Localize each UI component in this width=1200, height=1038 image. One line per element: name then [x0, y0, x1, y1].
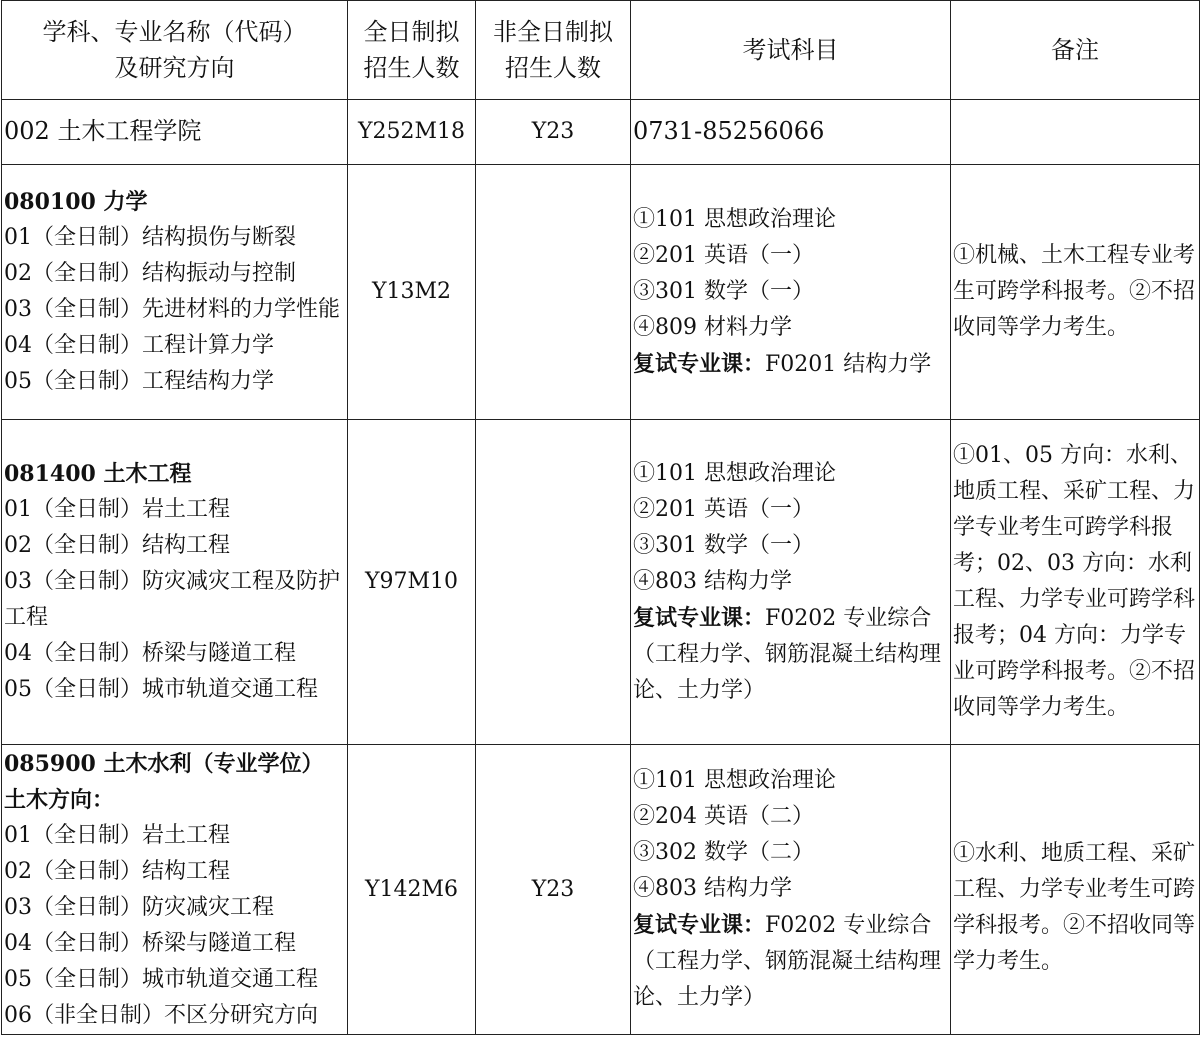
- retest-label: 复试专业课：: [633, 350, 766, 377]
- direction-item: 01（全日制）岩土工程: [4, 822, 230, 848]
- school-name: 002 土木工程学院: [4, 117, 202, 145]
- program-subtitle: 土木方向：: [4, 786, 115, 813]
- header-exam-label: 考试科目: [742, 36, 839, 64]
- exam-subject: ②201 英语（一）: [633, 496, 814, 522]
- header-remarks-label: 备注: [1051, 36, 1099, 64]
- program-fulltime-cell: [348, 165, 476, 420]
- program-title: 080100 力学: [4, 189, 148, 215]
- header-fulltime: [348, 1, 476, 100]
- direction-item: 04（全日制）工程计算力学: [4, 333, 274, 358]
- exam-subject: ③302 数学（二）: [633, 840, 814, 865]
- header-parttime: [476, 1, 631, 100]
- program-row: [2, 745, 1200, 1035]
- header-fulltime-line: 全日制拟: [363, 18, 460, 46]
- direction-item: 05（全日制）城市轨道交通工程: [4, 966, 318, 992]
- school-phone: 0731-85256066: [633, 117, 825, 145]
- header-subject-line: 及研究方向: [114, 54, 235, 82]
- program-remarks-cell: [951, 165, 1200, 420]
- program-remarks: ①01、05 方向：水利、地质工程、采矿工程、力学专业考生可跨学科报考；02、03 方向：水利工程、力学专业可跨学科报考；04 方向：力学专业可跨学科报考。②不招收同等学力考生。: [953, 443, 1196, 720]
- school-phone-cell: [631, 100, 951, 165]
- school-remarks-cell: [951, 100, 1200, 165]
- direction-item: 05（全日制）工程结构力学: [4, 369, 274, 394]
- program-exam-cell: [631, 745, 951, 1035]
- header-remarks: [951, 1, 1200, 100]
- header-parttime-line: 招生人数: [505, 54, 601, 82]
- direction-item: 06（非全日制）不区分研究方向: [4, 1002, 318, 1028]
- retest-value: F0202 专业综合（工程力学、钢筋混凝土结构理论、土力学）: [633, 913, 942, 1010]
- exam-subject: ④803 结构力学: [633, 876, 792, 901]
- retest-course: [633, 346, 948, 383]
- program-subject-cell: [2, 420, 348, 745]
- header-exam: [631, 1, 951, 100]
- direction-item: 01（全日制）岩土工程: [4, 497, 230, 522]
- exam-subject: ①101 思想政治理论: [633, 768, 836, 793]
- direction-item: 03（全日制）防灾减灾工程: [4, 894, 274, 920]
- program-title: 081400 土木工程: [4, 461, 192, 487]
- direction-item: 04（全日制）桥梁与隧道工程: [4, 930, 296, 956]
- program-exam-cell: [631, 165, 951, 420]
- retest-course: [633, 907, 948, 1016]
- exam-subject: ④809 材料力学: [633, 314, 792, 340]
- exam-subject: ③301 数学（一）: [633, 532, 814, 558]
- school-fulltime: Y252M18: [357, 119, 466, 144]
- header-subject-line: 学科、专业名称（代码）: [42, 18, 307, 46]
- program-fulltime: Y142M6: [364, 876, 459, 902]
- program-fulltime-cell: [348, 745, 476, 1035]
- school-name-cell: [2, 100, 348, 165]
- school-parttime-cell: [476, 100, 631, 165]
- program-parttime-cell: [476, 420, 631, 745]
- program-title: 085900 土木水利（专业学位）: [4, 750, 324, 777]
- program-row: [2, 165, 1200, 420]
- school-parttime: Y23: [531, 119, 575, 144]
- header-subject: [2, 1, 348, 100]
- header-parttime-line: 非全日制拟: [493, 18, 613, 46]
- program-row: [2, 420, 1200, 745]
- exam-subject: ④803 结构力学: [633, 568, 792, 594]
- program-subject-cell: [2, 165, 348, 420]
- program-remarks: ①水利、地质工程、采矿工程、力学专业考生可跨学科报考。②不招收同等学力考生。: [953, 840, 1196, 974]
- program-parttime: Y23: [531, 876, 575, 902]
- program-remarks-cell: [951, 745, 1200, 1035]
- direction-item: 03（全日制）防灾减灾工程及防护工程: [4, 569, 340, 630]
- retest-course: [633, 600, 948, 709]
- program-parttime-cell: [476, 165, 631, 420]
- direction-item: 02（全日制）结构振动与控制: [4, 261, 296, 286]
- header-row: [2, 1, 1200, 100]
- program-subject-cell: [2, 745, 348, 1035]
- direction-item: 03（全日制）先进材料的力学性能: [4, 297, 340, 322]
- school-row: [2, 100, 1200, 165]
- direction-item: 05（全日制）城市轨道交通工程: [4, 677, 318, 702]
- school-fulltime-cell: [348, 100, 476, 165]
- exam-subject: ②201 英语（一）: [633, 242, 814, 268]
- retest-label: 复试专业课：: [633, 912, 766, 938]
- retest-label: 复试专业课：: [633, 604, 766, 631]
- direction-item: 04（全日制）桥梁与隧道工程: [4, 641, 296, 666]
- program-fulltime: Y13M2: [371, 279, 452, 304]
- exam-subject: ③301 数学（一）: [633, 278, 814, 304]
- program-remarks-cell: [951, 420, 1200, 745]
- header-fulltime-line: 招生人数: [363, 54, 460, 82]
- retest-value: F0201 结构力学: [765, 351, 932, 377]
- direction-item: 01（全日制）结构损伤与断裂: [4, 225, 296, 250]
- direction-item: 02（全日制）结构工程: [4, 858, 230, 884]
- program-exam-cell: [631, 420, 951, 745]
- program-fulltime: Y97M10: [364, 569, 459, 594]
- exam-subject: ②204 英语（二）: [633, 804, 814, 829]
- exam-subject: ①101 思想政治理论: [633, 460, 836, 486]
- program-fulltime-cell: [348, 420, 476, 745]
- program-parttime-cell: [476, 745, 631, 1035]
- program-remarks: ①机械、土木工程专业考生可跨学科报考。②不招收同等学力考生。: [953, 243, 1196, 340]
- admissions-table: [1, 0, 1200, 1035]
- direction-item: 02（全日制）结构工程: [4, 533, 230, 558]
- retest-value: F0202 专业综合（工程力学、钢筋混凝土结构理论、土力学）: [633, 605, 942, 703]
- exam-subject: ①101 思想政治理论: [633, 206, 836, 232]
